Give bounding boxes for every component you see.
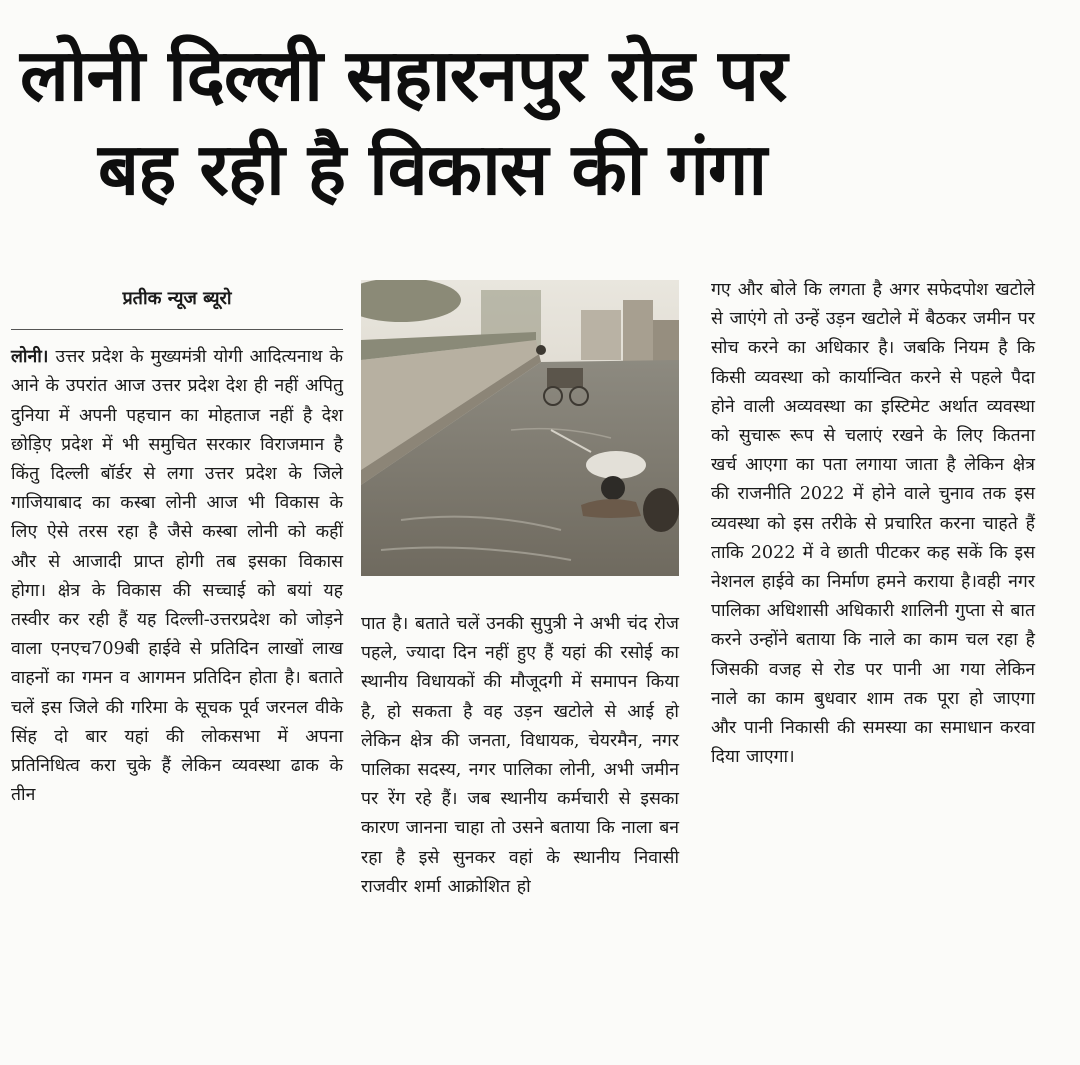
headline-line-2: बह रही है विकास की गंगा bbox=[98, 127, 767, 211]
byline: प्रतीक न्यूज ब्यूरो bbox=[11, 276, 343, 330]
column-1-text bbox=[11, 342, 343, 810]
headline-line-1: लोनी दिल्ली सहारनपुर रोड पर bbox=[20, 33, 787, 117]
waterlogged-road-photo bbox=[361, 280, 679, 576]
column-1-body: उत्तर प्रदेश के मुख्यमंत्री योगी आदित्यनाथ के आने के उपरांत आज उत्तर प्रदेश देश ही नहीं अपितु दुनिया में अपनी पहचान का मोहताज नहीं है देश छोड़िए प्रदेश में भी समुचित सरकार विराजमान है किंतु दिल्ली बॉर्डर से लगा उत्तर प्रदेश के जिले गाजियाबाद का कस्बा लोनी आज भी विकास के लिए ऐसे तरस रहा है जैसे कस्बा लोनी को कहीं और से आजादी प्राप्त होगी तब इसका विकास होगा। क्षेत्र के विकास की सच्चाई को बयां यह तस्वीर कर रही हैं यह दिल्ली-उत्तरप्रदेश को जोड़ने वाला एनएच709बी हाईवे से प्रतिदिन लाखों लाख वाहनों का गमन व आगमन प्रतिदिन होता है। बताते चलें इस जिले की गरिमा के सूचक पूर्व जरनल वीके सिंह दो बार यहां की लोकसभा में अपना प्रतिनिधित्व करा चुके हैं लेकिन व्यवस्था ढाक के तीन bbox=[11, 347, 343, 806]
article-column-1 bbox=[11, 276, 343, 810]
dateline: लोनी। bbox=[11, 346, 49, 368]
article-column-3 bbox=[711, 276, 1035, 772]
article-column-2 bbox=[361, 610, 679, 902]
column-2-text: पात है। बताते चलें उनकी सुपुत्री ने अभी चंद रोज पहले, ज्यादा दिन नहीं हुए हैं यहां की रसोई का स्थानीय विधायकों की मौजूदगी में समापन किया है, हो सकता है वह उड़न खटोले से आई हो लेकिन क्षेत्र की जनता, विधायक, चेयरमैन, नगर पालिका सदस्य, नगर पालिका लोनी, अभी जमीन पर रेंग रहे हैं। जब स्थानीय कर्मचारी से इसका कारण जानना चाहा तो उसने बताया कि नाला बन रहा है इसे सुनकर वहां के स्थानीय निवासी राजवीर शर्मा आक्रोशित हो bbox=[361, 614, 679, 897]
column-3-text: गए और बोले कि लगता है अगर सफेदपोश खटोले से जाएंगे तो उन्हें उड़न खटोले में बैठकर जमीन पर सोच करने का अधिकार है। जबकि नियम है कि किसी व्यवस्था को कार्यान्वित करने से पहले पैदा होने वाली अव्यवस्था का इस्टिमेट अर्थात व्यवस्था को सुचारू रूप से चलाएं रखने के लिए कितना खर्च आएगा का पता लगाया जाता है लेकिन क्षेत्र की राजनीति 2022 में होने वाले चुनाव तक इस व्यवस्था को इस तरीके से प्रचारित करना चाहते हैं ताकि 2022 में वे छाती पीटकर कह सकें कि इस नेशनल हाईवे का निर्माण हमने कराया है।वही नगर पालिका अधिशासी अधिकारी शालिनी गुप्ता से बात करने उन्होंने बताया कि नाले का काम चल रहा है जिसकी वजह से रोड पर पानी आ गया लेकिन नाले का काम बुधवार शाम तक पूरा हो जाएगा और पानी निकासी की समस्या का समाधान करवा दिया जाएगा। bbox=[711, 280, 1035, 768]
news-photo bbox=[361, 280, 679, 576]
headline bbox=[20, 28, 1060, 216]
